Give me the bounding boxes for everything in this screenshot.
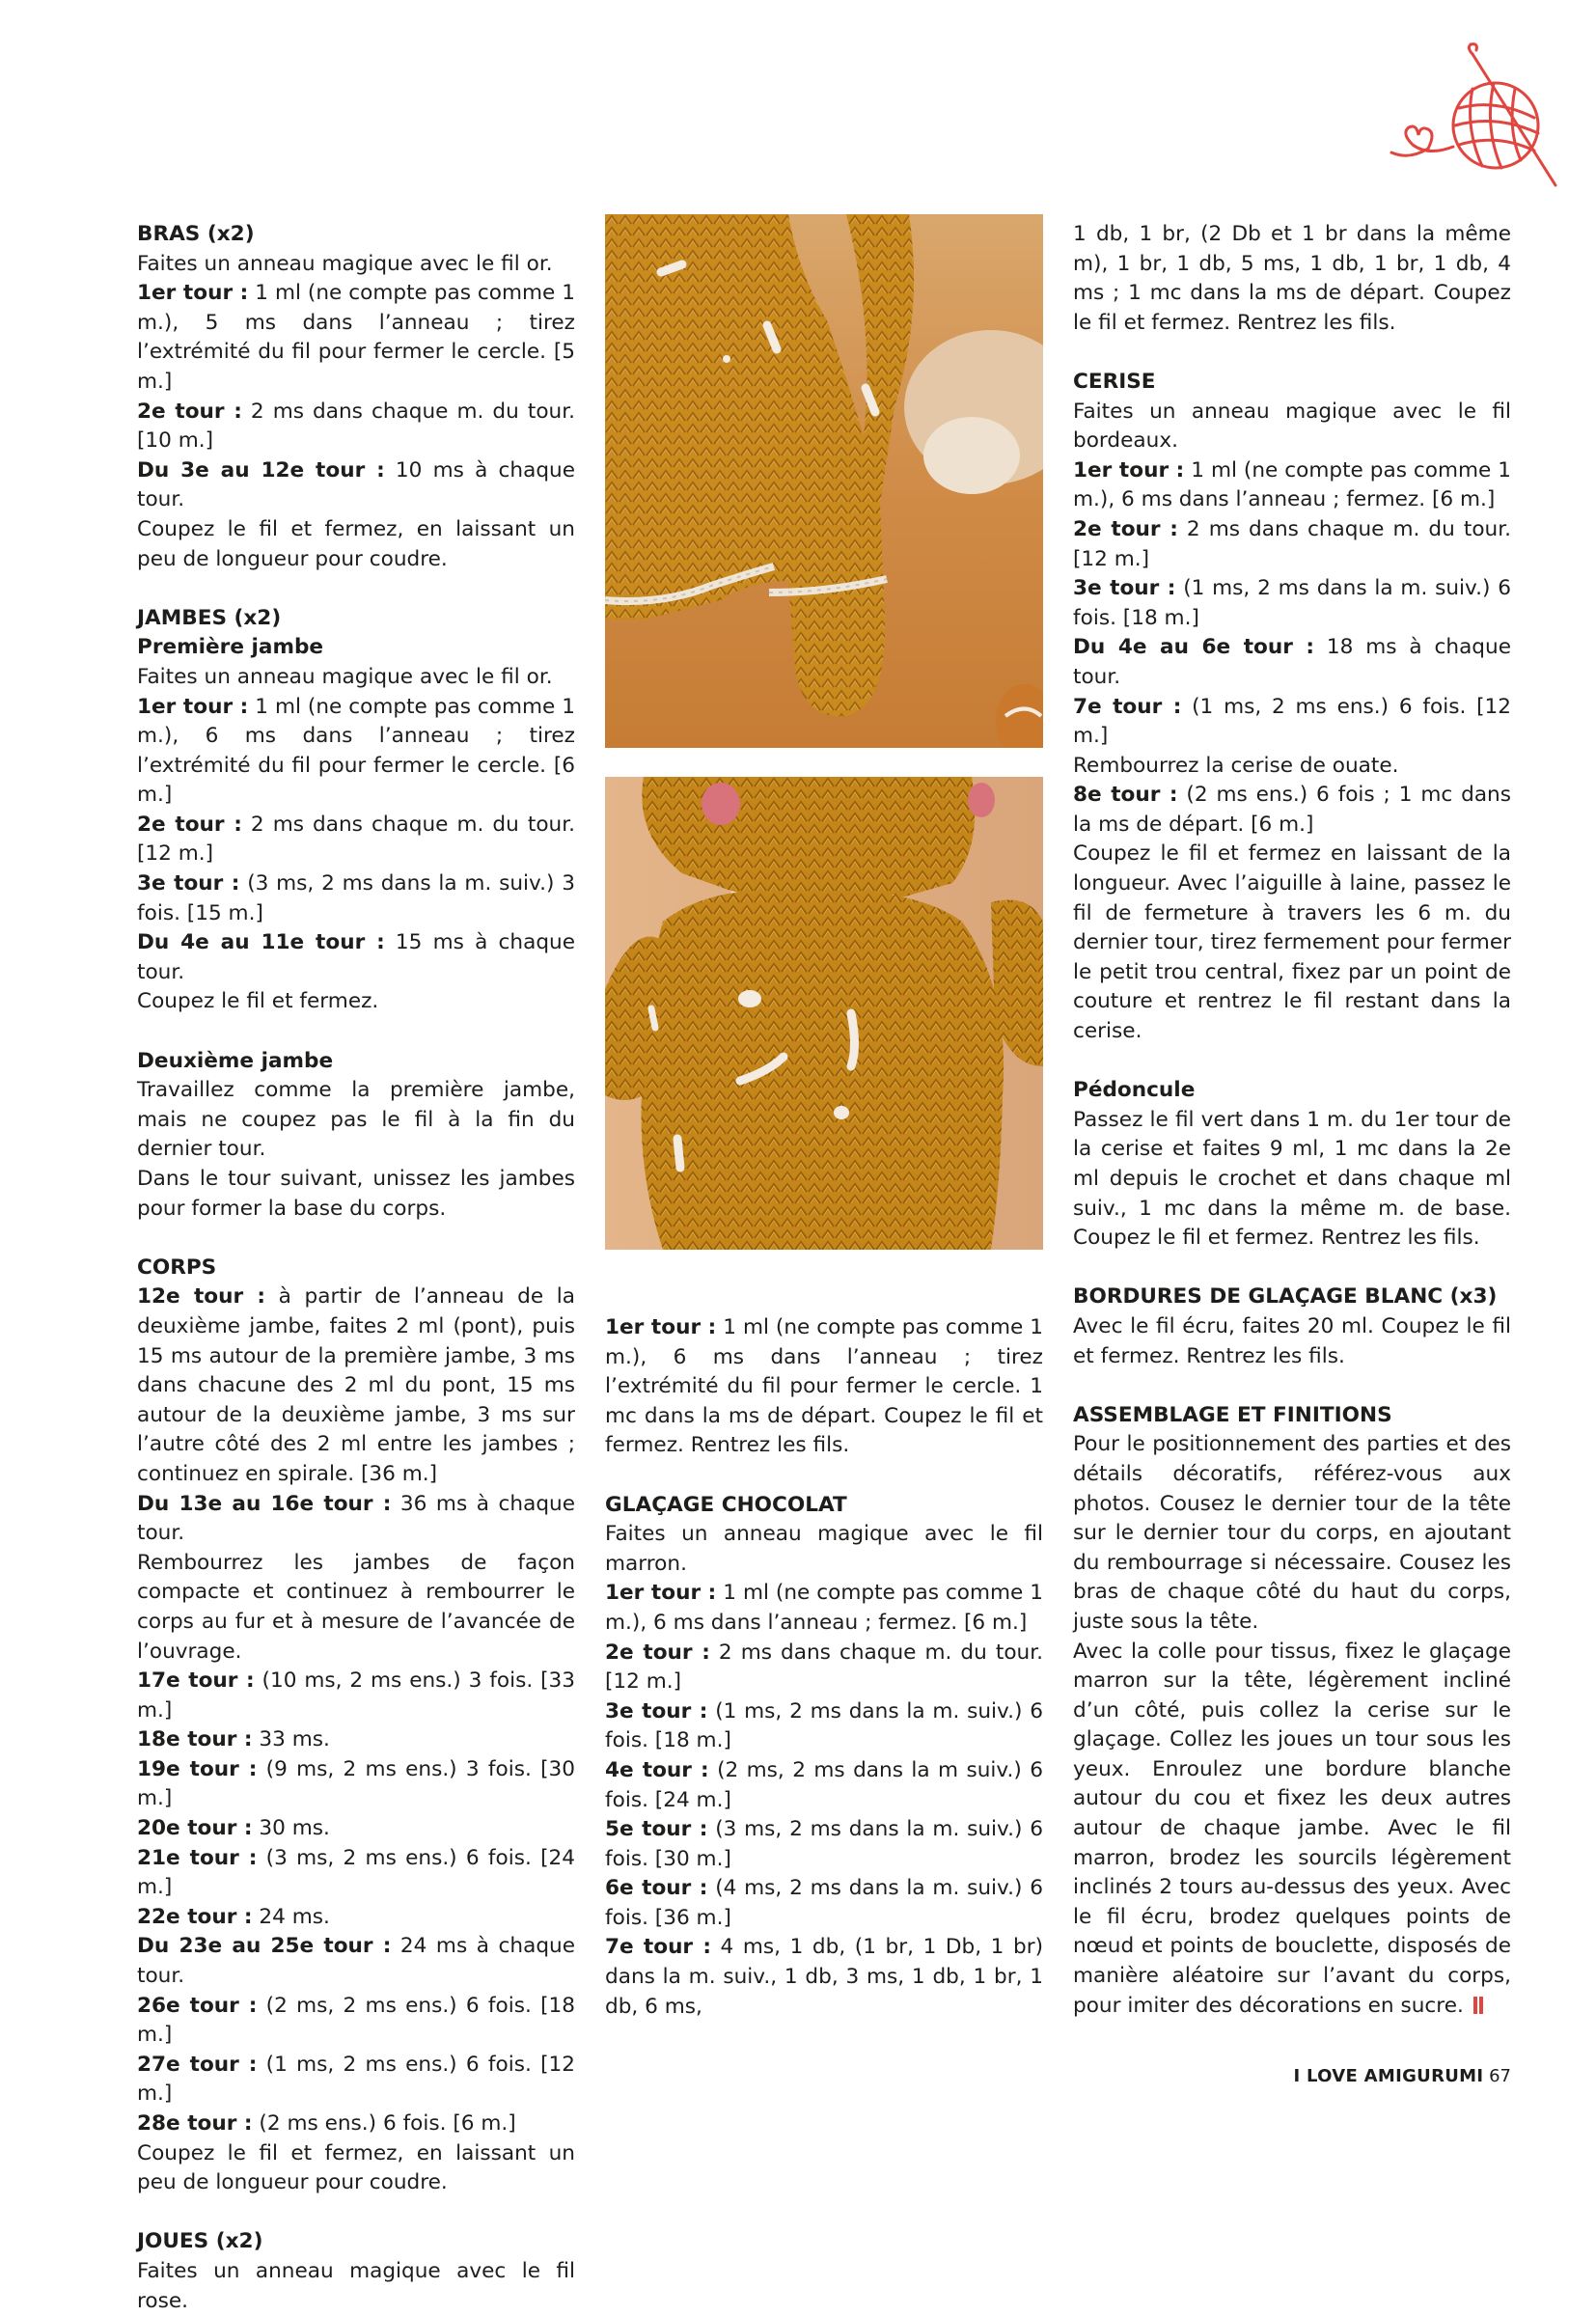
bras-intro: Faites un anneau magique avec le fil or. [137,251,553,276]
corps-stuffing: Rembourrez les jambes de façon compacte et continuez à rembourrer le corps au fur et à mesure de l’avancée de l’ouvrage. [137,1550,575,1664]
yarn-ball-logo-icon [1390,41,1573,195]
bras-end: Coupez le fil et fermez, en laissant un peu de longueur pour coudre. [137,516,575,571]
subsection-pedoncule: Pédoncule [1073,1078,1196,1103]
cerise-intro: Faites un anneau magique avec le fil bordeaux. [1073,399,1511,454]
section-title-glacage-chocolat: GLAÇAGE CHOCOLAT [605,1492,847,1517]
corps-round-27: 27e tour : (1 ms, 2 ms ens.) 6 fois. [12 m.] [137,2052,576,2107]
jambes-round-3: 3e tour : (3 ms, 2 ms dans la m. suiv.) 3 fois. [15 m.] [137,871,575,925]
bordures-text: Avec le fil écru, faites 20 ml. Coupez le fil et fermez. Rentrez les fils. [1073,1313,1511,1368]
jambes-round-1: 1er tour : 1 ml (ne compte pas comme 1 m.), 6 ms dans l’anneau ; tirez l’extrémité du fil pour fermer le cercle. [6 m.] [137,694,576,808]
bras-round-2: 2e tour : 2 ms dans chaque m. du tour. [10 m.] [137,399,575,454]
section-title-assemblage: ASSEMBLAGE ET FINITIONS [1073,1402,1392,1427]
section-title-jambes: JAMBES (x2) [137,605,282,630]
corps-round-17: 17e tour : (10 ms, 2 ms ens.) 3 fois. [33 m.] [137,1668,575,1723]
section-title-corps: CORPS [137,1254,217,1280]
jambes2-text-2: Dans le tour suivant, unissez les jambes pour former la base du corps. [137,1167,575,1221]
cerise-round-1: 1er tour : 1 ml (ne compte pas comme 1 m.), 6 ms dans l’anneau ; fermez. [6 m.] [1073,457,1512,512]
assemblage-text-1: Pour le positionnement des parties et des détails décoratifs, référez-vous aux photos. Cousez le dernier tour de la tête sur le dernier tour du corps, en ajoutant du rembourrage si nécessaire. Cousez les bras de chaque côté du haut du corps, juste sous la tête. [1073,1432,1511,1634]
jambes-end: Coupez le fil et fermez. [137,989,379,1014]
photo-gingerbread-leg [605,214,1043,748]
glacage-round-2: 2e tour : 2 ms dans chaque m. du tour. [12 m.] [605,1640,1043,1695]
cerise-round-8: 8e tour : (2 ms ens.) 6 fois ; 1 mc dans la ms de départ. [6 m.] [1073,783,1511,837]
glacage-round-7: 7e tour : 4 ms, 1 db, (1 br, 1 Db, 1 br) dans la m. suiv., 1 db, 3 ms, 1 db, 1 br, 1 db, 6 ms, [605,1935,1043,2019]
glacage-round-3: 3e tour : (1 ms, 2 ms dans la m. suiv.) 6 fois. [18 m.] [605,1698,1043,1753]
page-number: 67 [1489,2066,1511,2086]
subsection-premiere-jambe: Première jambe [137,635,324,660]
glacage-round-4: 4e tour : (2 ms, 2 ms dans la m suiv.) 6 fois. [24 m.] [605,1757,1043,1812]
corps-round-23-25: Du 23e au 25e tour : 24 ms à chaque tour. [137,1934,575,1989]
cerise-end: Coupez le fil et fermez en laissant de la longueur. Avec l’aiguille à laine, passez le fil de fermeture à travers les 6 m. du dernier tour, tirez fermement pour fermer le petit trou central, fixez par un point de couture et rentrez le fil restant dans la cerise. [1073,841,1511,1044]
section-title-joues: JOUES (x2) [137,2229,263,2254]
glacage-intro: Faites un anneau magique avec le fil marron. [605,1522,1043,1576]
cerise-round-2: 2e tour : 2 ms dans chaque m. du tour. [12 m.] [1073,516,1511,571]
photo-gingerbread-body [605,777,1043,1250]
column-right [1073,220,1511,2021]
glacage-round-6: 6e tour : (4 ms, 2 ms dans la m. suiv.) 6 fois. [36 m.] [605,1876,1043,1930]
joues-intro: Faites un anneau magique avec le fil rose. [137,2258,575,2313]
glacage-round-1: 1er tour : 1 ml (ne compte pas comme 1 m.), 6 ms dans l’anneau ; fermez. [6 m.] [605,1581,1044,1635]
corps-round-26: 26e tour : (2 ms, 2 ms ens.) 6 fois. [18 m.] [137,1993,576,2048]
corps-round-13-16: Du 13e au 16e tour : 36 ms à chaque tour. [137,1491,575,1546]
section-title-bordures: BORDURES DE GLAÇAGE BLANC (x3) [1073,1284,1498,1310]
glacage-round-5: 5e tour : (3 ms, 2 ms dans la m. suiv.) 6 fois. [30 m.] [605,1817,1043,1871]
cerise-round-7: 7e tour : (1 ms, 2 ms ens.) 6 fois. [12 m.] [1073,694,1511,749]
glacage-continued: 1 db, 1 br, (2 Db et 1 br dans la même m), 1 br, 1 db, 5 ms, 1 db, 1 br, 1 db, 4 ms ; 1 mc dans la ms de départ. Coupez le fil et fermez. Rentrez les fils. [1073,222,1511,335]
corps-round-12: 12e tour : à partir de l’anneau de la deuxième jambe, faites 2 ml (pont), puis 15 ms autour de la première jambe, 3 ms dans chacune des 2 ml du pont, 15 ms autour de la deuxième jambe, 3 ms sur l’autre côté des 2 ml entre les jambes ; continuez en spirale. [36 m.] [137,1284,576,1486]
corps-round-18: 18e tour : 33 ms. [137,1727,330,1752]
corps-round-19: 19e tour : (9 ms, 2 ms ens.) 3 fois. [30 m.] [137,1756,576,1811]
jambes-intro: Faites un anneau magique avec le fil or. [137,664,553,689]
subsection-deuxieme-jambe: Deuxième jambe [137,1048,334,1073]
cerise-stuffing: Rembourrez la cerise de ouate. [1073,753,1399,778]
jambes2-text-1: Travaillez comme la première jambe, mais ne coupez pas le fil à la fin du dernier tour. [137,1078,575,1162]
end-of-article-icon [1473,1997,1477,2014]
corps-round-21: 21e tour : (3 ms, 2 ms ens.) 6 fois. [24 m.] [137,1845,576,1900]
cerise-round-3: 3e tour : (1 ms, 2 ms dans la m. suiv.) 6 fois. [18 m.] [1073,576,1511,630]
corps-end: Coupez le fil et fermez, en laissant un peu de longueur pour coudre. [137,2140,575,2195]
section-title-cerise: CERISE [1073,369,1156,394]
cerise-round-4-6: Du 4e au 6e tour : 18 ms à chaque tour. [1073,635,1511,689]
jambes-round-2: 2e tour : 2 ms dans chaque m. du tour. [12 m.] [137,812,575,867]
pedoncule-text: Passez le fil vert dans 1 m. du 1er tour de la cerise et faites 9 ml, 1 mc dans la 2e ml depuis le crochet et dans chaque ml suiv., 1 mc dans la même m. de base. Coupez le fil et fermez. Rentrez les fils. [1073,1107,1511,1251]
assemblage-text-2: Avec la colle pour tissus, fixez le glaçage marron sur la tête, légèrement incliné d’un côté, puis collez la cerise sur le glaçage. Collez les joues un tour sous les yeux. Enroulez une bordure blanche autour du cou et fixez les deux autres autour de chaque jambe. Avec le fil marron, brodez les sourcils légèrement inclinés 2 tours au-dessus des yeux. Avec le fil écru, brodez quelques points de nœud et points de bouclette, disposés de manière aléatoire sur l’avant du corps, pour imiter des décorations en sucre. [1073,1639,1511,2018]
column-left [137,220,575,2316]
bras-round-1: 1er tour : 1 ml (ne compte pas comme 1 m.), 5 ms dans l’anneau ; tirez l’extrémité du fil pour fermer le cercle. [5 m.] [137,281,576,394]
jambes-round-4-11: Du 4e au 11e tour : 15 ms à chaque tour. [137,930,575,984]
corps-round-22: 22e tour : 24 ms. [137,1904,330,1929]
magazine-name: I LOVE AMIGURUMI [1293,2066,1484,2086]
corps-round-28: 28e tour : (2 ms ens.) 6 fois. [6 m.] [137,2111,516,2136]
column-middle [605,1313,1043,2022]
section-title-bras: BRAS (x2) [137,222,255,246]
bras-round-3-12: Du 3e au 12e tour : 10 ms à chaque tour. [137,457,575,512]
corps-round-20: 20e tour : 30 ms. [137,1816,330,1841]
joues-round-1: 1er tour : 1 ml (ne compte pas comme 1 m.), 6 ms dans l’anneau ; tirez l’extrémité du fil pour fermer le cercle. 1 mc dans la ms de départ. Coupez le fil et fermez. Rentrez les fils. [605,1315,1044,1458]
page-footer [1293,2065,1511,2088]
